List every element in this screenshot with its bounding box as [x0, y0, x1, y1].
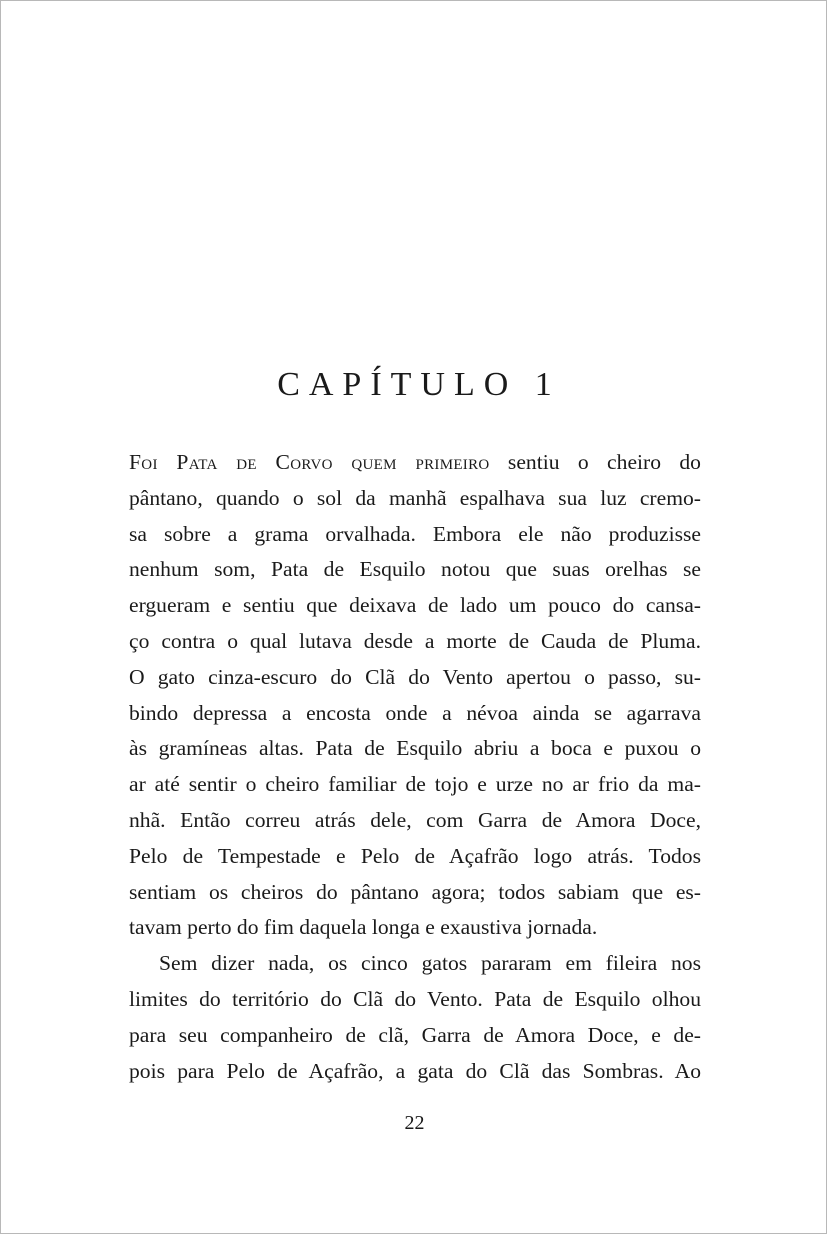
text-line: Sem dizer nada, os cinco gatos pararam em fileira nos — [159, 951, 701, 976]
text-line: sa sobre a grama orvalhada. Embora ele não produzisse — [129, 521, 701, 546]
text-line: pântano, quando o sol da manhã espalhava sua luz cremo- — [129, 485, 701, 510]
text-line: para seu companheiro de clã, Garra de Amora Doce, e de- — [129, 1022, 701, 1047]
paragraph-2 — [129, 946, 701, 1089]
text-line: limites do território do Clã do Vento. Pata de Esquilo olhou — [129, 986, 701, 1011]
text-line: sentiam os cheiros do pântano agora; todos sabiam que es- — [129, 879, 701, 904]
text-line: O gato cinza-escuro do Clã do Vento apertou o passo, su- — [129, 664, 701, 689]
text-line: ergueram e sentiu que deixava de lado um pouco do cansa- — [129, 593, 701, 618]
text-line: tavam perto do fim daquela longa e exaustiva jornada. — [129, 915, 598, 940]
text-line: pois para Pelo de Açafrão, a gata do Clã das Sombras. Ao — [129, 1058, 701, 1083]
chapter-title: CAPÍTULO 1 — [277, 366, 561, 403]
text-line: ço contra o qual lutava desde a morte de Cauda de Pluma. — [129, 628, 701, 653]
page-number: 22 — [404, 1112, 425, 1134]
body-text — [129, 445, 701, 1089]
chapter-lead-in: Foi Pata de Corvo quem primeiro — [129, 450, 490, 474]
text-line-content: sentiu o cheiro do — [489, 450, 701, 474]
text-line: Pelo de Tempestade e Pelo de Açafrão logo atrás. Todos — [129, 843, 701, 868]
paragraph-1 — [129, 445, 701, 946]
text-line: ar até sentir o cheiro familiar de tojo e urze no ar frio da ma- — [129, 772, 701, 797]
text-line — [129, 445, 701, 481]
text-line: bindo depressa a encosta onde a névoa ainda se agarrava — [129, 700, 701, 725]
text-line: nhã. Então correu atrás dele, com Garra de Amora Doce, — [129, 807, 701, 832]
text-line: nenhum som, Pata de Esquilo notou que suas orelhas se — [129, 557, 701, 582]
text-line: às gramíneas altas. Pata de Esquilo abriu a boca e puxou o — [129, 736, 701, 761]
